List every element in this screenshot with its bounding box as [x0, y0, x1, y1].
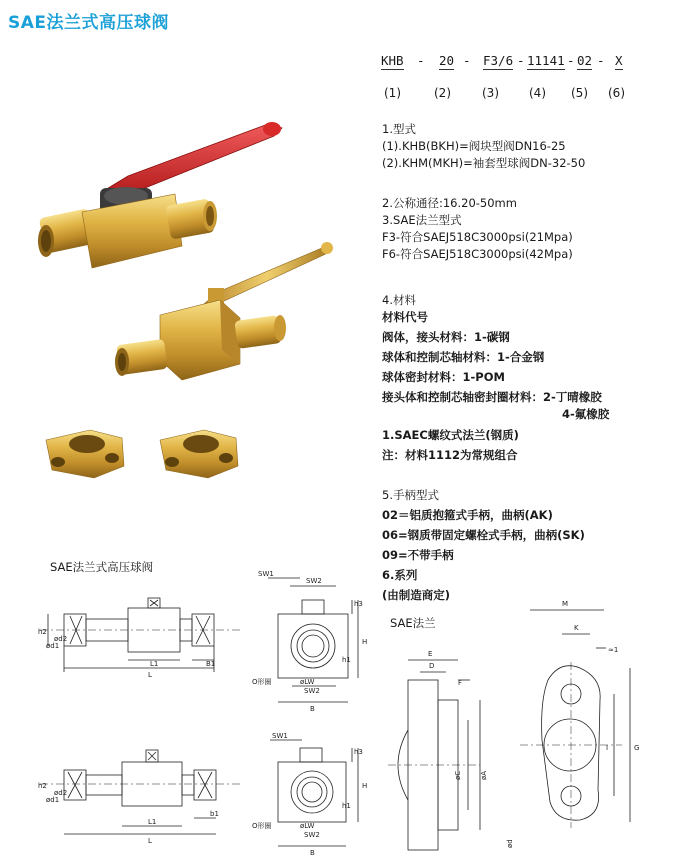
dim-L: L [148, 671, 152, 679]
spec-line: (2).KHM(MKH)=袖套型球阀DN-32-50 [382, 156, 586, 170]
drawing-end-view-1-labels [252, 570, 367, 713]
spec-line: 阀体，接头材料：1-碳钢 [382, 330, 510, 344]
spec-heading: 1.型式 [382, 122, 416, 136]
dim-M: M [562, 600, 569, 608]
dim-h2: h2 [38, 782, 47, 790]
dim-G: G [634, 744, 640, 752]
dim-od: ød [506, 839, 514, 848]
spec-line: 4-氟橡胶 [562, 407, 610, 421]
spec-heading: 5.手柄型式 [382, 488, 439, 502]
code-sep: - [517, 53, 525, 68]
dim-L1: L1 [148, 818, 157, 826]
dim-SW2: SW2 [304, 687, 320, 695]
dim-h3: h3 [354, 748, 363, 756]
drawing-flange-section [388, 660, 480, 850]
dim-F: F [458, 679, 463, 687]
dim-SW2: SW2 [306, 577, 322, 585]
code-part-series-x: X [615, 53, 623, 68]
spec-line: F6-符合SAEJ518C3000psi(42Mpa) [382, 247, 573, 261]
dim-oLW: øLW [300, 678, 315, 686]
page-title: SAE法兰式高压球阀 [8, 13, 170, 33]
dim-B: B [310, 849, 315, 857]
spec-line: 材料代号 [382, 310, 428, 324]
ball-valve-red-handle-photo [38, 122, 282, 268]
spec-line: 接头体和控制芯轴密封圈材料：2-丁晴橡胶 [382, 390, 602, 404]
spec-line: (1).KHB(BKH)=阀块型阀DN16-25 [382, 139, 566, 153]
dim-approx-1: ≈1 [608, 646, 619, 654]
dim-h3: h3 [354, 600, 363, 608]
code-sep: - [567, 53, 575, 68]
dim-h2: h2 [38, 628, 47, 636]
drawing-flange-plan-labels [562, 600, 639, 752]
code-sep: - [463, 53, 471, 68]
spec-line: 球体和控制芯轴材料：1-合金钢 [382, 350, 545, 364]
dim-o-ring: O形圈 [252, 822, 272, 830]
spec-line: 06=钢质带固定螺栓式手柄，曲柄(SK) [382, 528, 585, 542]
code-part-series: KHB [381, 53, 404, 68]
spec-heading: 2.公称通径:16.20-50mm [382, 196, 517, 210]
drawing-flange-section-labels [428, 650, 514, 848]
spec-heading: 4.材料 [382, 293, 416, 307]
dim-L1: L1 [150, 660, 159, 668]
code-index: (6) [608, 86, 625, 100]
code-index: (5) [571, 86, 588, 100]
dim-o-ring: O形圈 [252, 678, 272, 686]
code-part-size: 20 [439, 53, 455, 68]
drawing-side-view-2-labels [38, 782, 219, 845]
dim-B: B [310, 705, 315, 713]
flange-caption: SAE法兰 [390, 616, 436, 630]
spec-line: 02＝铝质抱箍式手柄，曲柄(AK) [382, 508, 553, 522]
code-part-material: 11141 [527, 53, 565, 68]
code-part-handle: 02 [577, 53, 593, 68]
code-index: (2) [434, 86, 451, 100]
spec-heading: 3.SAE法兰型式 [382, 213, 462, 227]
dim-od1: ød1 [46, 796, 60, 804]
spec-line: 注：材料1112为常规组合 [382, 448, 518, 462]
spec-line: 09=不带手柄 [382, 548, 454, 562]
code-index: (3) [482, 86, 499, 100]
dim-L: L [148, 837, 152, 845]
dim-h1: h1 [342, 802, 351, 810]
code-index: (4) [529, 86, 546, 100]
dim-oC: øC [454, 770, 462, 780]
code-part-flange: F3/6 [483, 53, 514, 68]
dim-h1: h1 [342, 656, 351, 664]
code-index: (1) [384, 86, 401, 100]
dim-SW1: SW1 [272, 732, 288, 740]
drawing-end-view-2-labels [252, 732, 367, 857]
drawing-flange-plan [520, 610, 630, 828]
dim-od1: ød1 [46, 642, 60, 650]
flange-half-photo-left [46, 430, 124, 478]
ball-valve-brass-handle-photo [115, 242, 333, 380]
spec-line: (由制造商定) [382, 588, 451, 602]
dim-oLW: øLW [300, 822, 315, 830]
dim-SW2: SW2 [304, 831, 320, 839]
spec-line: 1.SAEC螺纹式法兰(钢质) [382, 428, 519, 442]
dim-D: D [429, 662, 435, 670]
flange-half-photo-right [160, 430, 238, 478]
dim-od2: ød2 [54, 635, 68, 643]
dim-oA: øA [480, 770, 488, 780]
drawing-side-view-1-labels [38, 628, 215, 679]
dim-I: I [606, 744, 609, 752]
spec-line: 球体密封材料：1-POM [382, 370, 505, 384]
code-sep: - [597, 53, 605, 68]
code-sep: - [417, 53, 425, 68]
spec-line: F3-符合SAEJ518C3000psi(21Mpa) [382, 230, 573, 244]
dim-B1: B1 [206, 660, 216, 668]
dim-E: E [428, 650, 433, 658]
dim-SW1: SW1 [258, 570, 274, 578]
drawing-caption: SAE法兰式高压球阀 [50, 560, 154, 574]
dim-H: H [362, 638, 368, 646]
dim-K: K [574, 624, 579, 632]
drawing-side-view-2 [40, 750, 240, 834]
dim-od2: ød2 [54, 789, 68, 797]
spec-heading: 6.系列 [382, 568, 418, 582]
dim-H: H [362, 782, 368, 790]
dim-b1: b1 [210, 810, 219, 818]
